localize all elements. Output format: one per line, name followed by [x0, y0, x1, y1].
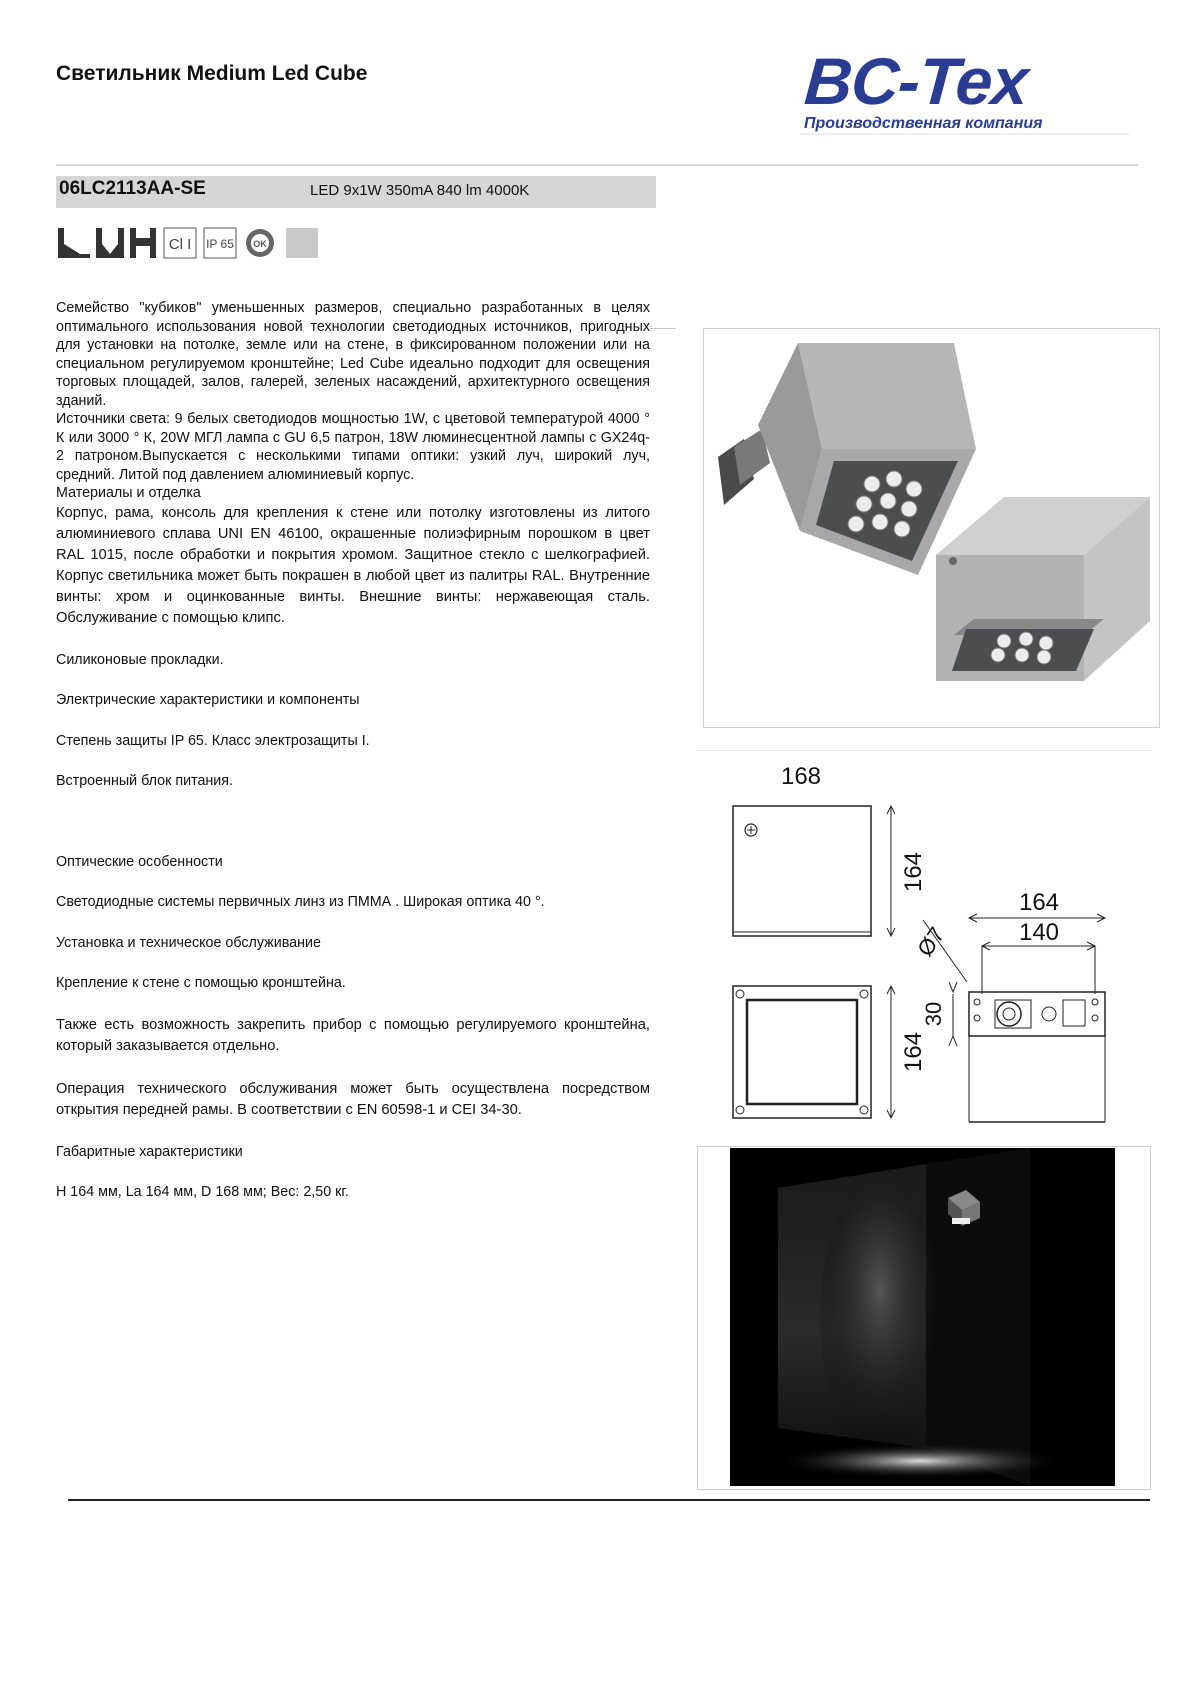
ip-rating-label: IP 65 [206, 237, 234, 251]
ceiling-cube-illustration [936, 497, 1150, 681]
power-paragraph: Встроенный блок питания. [56, 773, 234, 789]
floor-mount-icon [130, 228, 156, 258]
certification-icon [246, 229, 274, 257]
materials-heading: Материалы и отделка [56, 485, 201, 501]
hole-diameter-label: Ø7 [912, 922, 950, 961]
electrical-heading: Электрические характеристики и компоненты [56, 692, 360, 708]
brand-logo [800, 36, 1140, 136]
product-code: 06LC2113AA-SE [59, 178, 206, 199]
footer-divider [68, 1499, 1150, 1501]
header-divider [56, 164, 1138, 166]
installation-heading: Установка и техническое обслуживание [56, 934, 321, 951]
side-width-label: 168 [780, 763, 822, 790]
bracket-inner-label: 140 [1018, 919, 1060, 946]
bracket-paragraph: Также есть возможность закрепить прибор с помощью регулируемого кронштейна, который заказывается отдельно. [56, 1016, 650, 1054]
optical-paragraph: Светодиодные системы первичных линз из ПММА . Широкая оптика 40 °. [56, 894, 545, 910]
installation-photo [730, 1148, 1115, 1486]
wall-cube-illustration [718, 343, 976, 575]
side-height-label: 164 [900, 851, 927, 893]
maintenance-paragraph: Операция технического обслуживания может быть осуществлена посредством открытия передней рамы. В соответствии с EN 60598-1 и CEI 34-30. [56, 1080, 650, 1118]
mounting-paragraph: Крепление к стене с помощью кронштейна. [56, 975, 346, 991]
page-title: Светильник Medium Led Cube [56, 62, 368, 85]
dimension-drawing [697, 750, 1151, 1150]
text-separator-line [650, 328, 676, 329]
dimensions-heading: Габаритные характеристики [56, 1143, 243, 1160]
side-view [733, 806, 895, 936]
certification-icon-label: OK [253, 239, 267, 249]
optical-heading: Оптические особенности [56, 853, 223, 870]
class-icon [164, 228, 196, 258]
bracket-width-label: 164 [1018, 889, 1060, 916]
front-view [733, 986, 895, 1118]
logo-main-text: BC-Tex [802, 45, 1030, 119]
logo-subtitle-text: Производственная компания [804, 115, 1043, 132]
gaskets-paragraph: Силиконовые прокладки. [56, 651, 224, 668]
dimensions-paragraph: H 164 мм, La 164 мм, D 168 мм; Вес: 2,50 кг. [56, 1184, 349, 1200]
ip-rating-icon [204, 228, 236, 258]
wall-mount-icon [96, 228, 124, 258]
certification-icons-row [56, 224, 346, 262]
ceiling-mount-icon [56, 226, 92, 260]
materials-paragraph: Корпус, рама, консоль для крепления к стене или потолку изготовлены из литого алюминиевого сплава UNI EN 46100, окрашенные полиэфирным порошком в цвет RAL 1015, после обработки и покрытия хромом. Защитное стекло с шелкографией. Корпус светильника может быть покрашен в любой цвет из палитры RAL. Внутренние винты: хром и оцинкованные винты. Внешние винты: нержавеющая сталь. Обслуживание с помощью клипс. [56, 504, 650, 626]
sources-paragraph: Источники света: 9 белых светодиодов мощностью 1W, с цветовой температурой 4000 ° К или 3000 ° К, 20W МГЛ лампа с GU 6,5 патрон, 18W люминесцентной лампы с GX24q-2 патроном.Выпускается с несколькими типами оптики: узкий луч, широкий луч, средний. Литой под давлением алюминиевый корпус. [56, 411, 650, 483]
product-spec: LED 9x1W 350mA 840 lm 4000K [310, 182, 530, 199]
class-icon-label: Cl I [168, 236, 192, 253]
intro-paragraph: Семейство "кубиков" уменьшенных размеров, специально разработанных в целях оптимального использования новой технологии светодиодных источников, пригодных для установки на потолке, земле или на стене, в фиксированном положении или на специальном регулируемом кронштейне; Led Cube идеально подходит для освещения торговых площадей, залов, галерей, зеленых насаждений, архитектурного освещения зданий. [56, 300, 650, 409]
front-height-label: 164 [900, 1031, 927, 1073]
protection-paragraph: Степень защиты IP 65. Класс электрозащиты I. [56, 732, 370, 749]
color-swatch-icon [286, 228, 318, 258]
bracket-view [923, 914, 1105, 1122]
description-text [56, 299, 650, 1202]
bracket-height-label: 30 [921, 1001, 946, 1027]
product-photo [703, 328, 1160, 728]
